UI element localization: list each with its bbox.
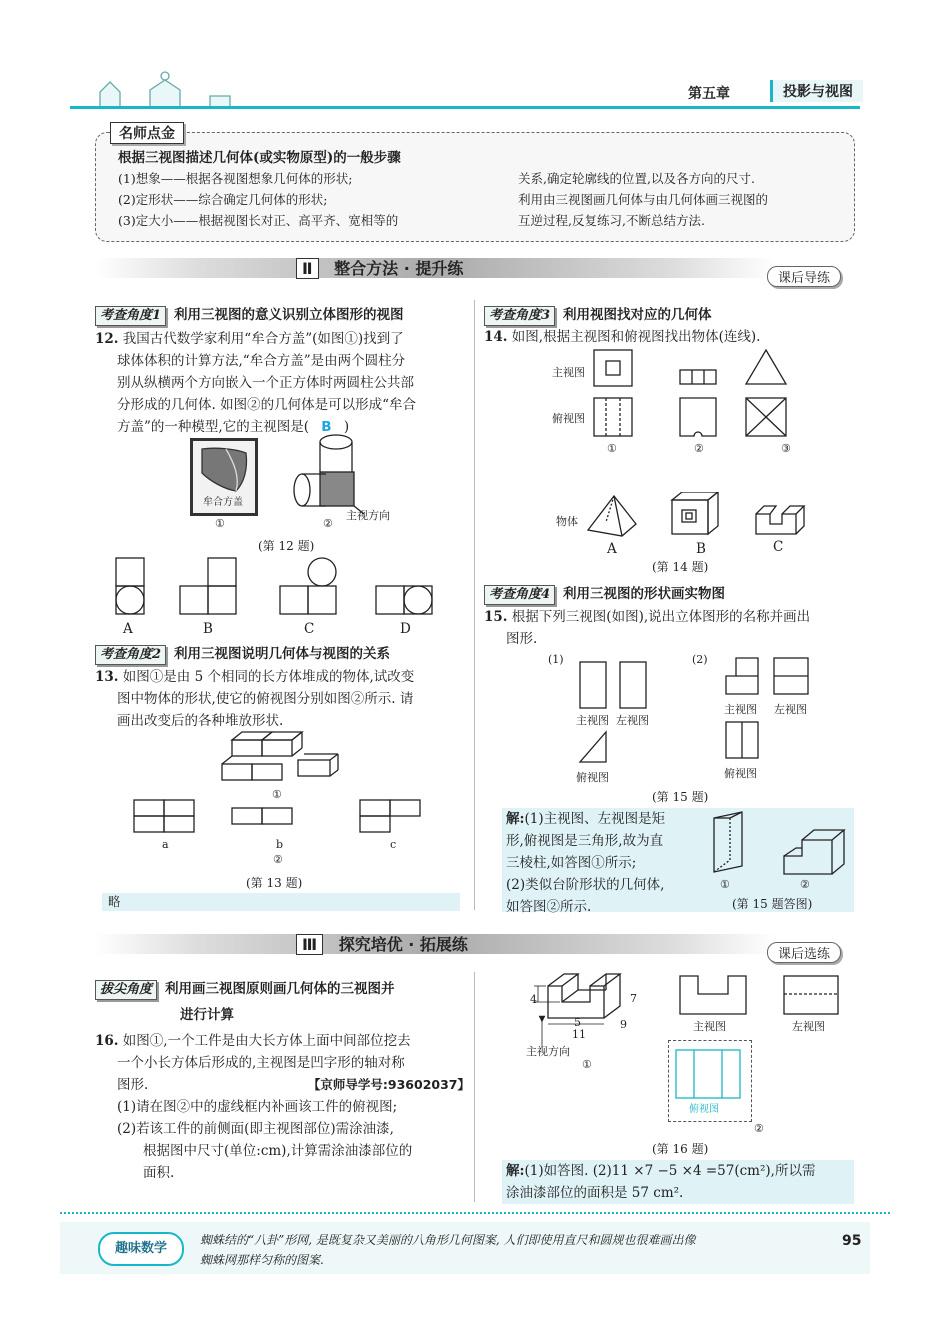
q16-line — [95, 1030, 470, 1052]
footer-badge: 趣味数学 — [98, 1232, 184, 1266]
q13-line-2: 图中物体的形状,使它的俯视图分别如图②所示. 请 — [117, 691, 414, 707]
q16-sol-line-1 — [506, 1160, 815, 1182]
chapter-number: 第五章 — [688, 86, 730, 102]
q14-object-c: C — [773, 539, 784, 555]
q13-label-a: a — [162, 838, 169, 851]
q13-fig2 — [132, 798, 422, 838]
q16-sol-label: 解: — [506, 1163, 525, 1179]
q16-dim-9: 9 — [620, 1018, 627, 1031]
q15-number: 15. — [484, 609, 508, 625]
section3-title: 探究培优 · 拓展练 — [338, 935, 468, 954]
q15-ans-num-1: ① — [720, 878, 730, 891]
angle1-tag: 考查角度1 — [95, 306, 166, 326]
q16-dir: 主视方向 — [526, 1045, 570, 1058]
tip-left-line: (1)想象——根据各视图想象几何体的形状; — [118, 171, 353, 186]
q15-front-2: 主视图 — [724, 703, 757, 716]
q16-sub2-line-1: (2)若该工件的前侧面(即主视图部位)需涂油漆, — [117, 1121, 394, 1137]
q13-answer-box — [102, 893, 460, 911]
q14-number: 14. — [484, 329, 508, 345]
q12-last-suffix: ) — [343, 419, 350, 435]
tip-label — [110, 122, 184, 144]
q13-label-c: c — [390, 838, 397, 851]
header-rule — [70, 106, 860, 109]
q12-text — [95, 328, 470, 438]
q15-ans-caption: (第 15 题答图) — [732, 897, 813, 911]
q14-object-b: B — [696, 541, 706, 557]
q12-fig2-dir: 主视方向 — [346, 509, 390, 522]
q15-ans-num-2: ② — [800, 878, 810, 891]
q13-line — [95, 666, 470, 688]
q16-sub1: (1)请在图②中的虚线框内补画该工件的俯视图; — [117, 1099, 398, 1115]
q12-line-2: 球体体积的计算方法,“牟合方盖”是由两个圆柱分 — [117, 353, 406, 369]
q16-text — [95, 1030, 470, 1184]
angle2-title: 利用三视图说明几何体与视图的关系 — [174, 646, 391, 662]
option-label-d: D — [400, 621, 411, 637]
q12-line-3: 别从纵横两个方向嵌入一个正方体时两圆柱公共部 — [117, 375, 414, 391]
q13-text — [95, 666, 470, 732]
q16-line-3-text: 图形. — [117, 1077, 149, 1093]
q15-solution — [506, 808, 706, 918]
q12-number: 12. — [95, 331, 119, 347]
q15-line — [484, 606, 864, 628]
angle5-title: 利用画三视图原则画几何体的三视图并 — [165, 981, 395, 997]
q15-part1: (1) — [548, 653, 564, 666]
q12-line — [95, 328, 470, 350]
q15-line-1: 根据下列三视图(如图),说出立体图形的名称并画出 — [511, 609, 811, 625]
q15-text — [484, 606, 864, 650]
q16-dim-4: 4 — [530, 993, 537, 1006]
tip-left-line: (3)定大小——根据视图长对正、高平齐、宽相等的 — [118, 213, 399, 228]
q16-line-2: 一个小长方体后形成的,主视图是凹字形的轴对称 — [117, 1055, 405, 1071]
section2-badge: 课后导练 — [767, 266, 841, 287]
q15-answer-figs — [702, 810, 852, 880]
q13-fig1-num: ① — [272, 788, 282, 801]
angle1-heading — [95, 303, 404, 326]
q16-sub2-line-2: 根据图中尺寸(单位:cm),计算需涂油漆部位的 — [143, 1143, 413, 1159]
q16-top-label: 俯视图 — [689, 1104, 719, 1115]
section2-num: Ⅱ — [296, 258, 319, 279]
angle1-title: 利用三视图的意义识别立体图形的视图 — [174, 307, 404, 323]
q15-left-2: 左视图 — [774, 703, 807, 716]
q12-options — [112, 556, 472, 620]
q16-fig2-num: ② — [754, 1122, 764, 1135]
angle5-heading — [95, 977, 395, 1000]
tip-label-text: 名师点金 — [119, 126, 175, 142]
q16-dim-7: 7 — [630, 992, 637, 1005]
q12-fig1 — [190, 438, 258, 516]
q14-row1-label: 主视图 — [552, 366, 585, 379]
q16-front-left-views — [676, 974, 856, 1018]
q16-line-3 — [95, 1074, 470, 1096]
q16-fig1-num: ① — [582, 1058, 592, 1071]
q16-sub2-line-3: 面积. — [143, 1165, 175, 1181]
chapter-label — [688, 83, 730, 103]
angle4-title: 利用三视图的形状画实物图 — [563, 586, 726, 602]
q15-top-2: 俯视图 — [724, 767, 757, 780]
q15-sol-line-3: 三棱柱,如答图①所示; — [506, 855, 637, 871]
angle4-tag: 考查角度4 — [484, 585, 555, 605]
q13-answer: 略 — [108, 894, 121, 909]
chapter-title — [770, 80, 863, 102]
q15-part2: (2) — [692, 653, 708, 666]
section3-heading — [296, 932, 468, 955]
q16-solution — [506, 1160, 815, 1204]
q12-fig2-num: ② — [323, 517, 333, 530]
tip-right-col — [518, 168, 768, 231]
section3-badge: 课后选练 — [767, 942, 841, 963]
q16-guide-number: 【京师导学号:93602037】 — [307, 1077, 470, 1092]
q14-row2-label: 俯视图 — [552, 412, 585, 425]
column-divider-2 — [474, 972, 475, 1202]
q15-sol-line-2: 形,俯视图是三角形,故为直 — [506, 833, 664, 849]
q14-num-1: ① — [607, 442, 617, 455]
q14-views — [590, 348, 830, 440]
column-divider — [474, 300, 475, 910]
angle5-tag: 拔尖角度 — [95, 980, 157, 1000]
angle3-title: 利用视图找对应的几何体 — [563, 307, 712, 323]
tip-right-line: 互逆过程,反复练习,不断总结方法. — [518, 213, 705, 228]
tip-left-line: (2)定形状——综合确定几何体的形状; — [118, 192, 328, 207]
tip-left-col — [118, 168, 398, 231]
q12-caption: (第 12 题) — [258, 539, 315, 553]
q14-caption: (第 14 题) — [652, 560, 709, 574]
q15-sol-label: 解: — [506, 811, 525, 827]
tip-right-line: 关系,确定轮廓线的位置,以及各方向的尺寸. — [518, 171, 755, 186]
q15-caption: (第 15 题) — [652, 790, 709, 804]
angle3-heading — [484, 303, 712, 326]
q13-fig1 — [220, 730, 340, 786]
q12-last-prefix: 方盖”的一种模型,它的主视图是( — [117, 419, 309, 435]
footer-wave — [60, 1212, 890, 1222]
q13-fig2-num: ② — [273, 853, 283, 866]
option-label-c: C — [304, 621, 315, 637]
q12-fig1-num: ① — [215, 517, 225, 530]
q16-top-view-answer — [674, 1048, 744, 1102]
q15-sol-line — [506, 808, 706, 830]
q14-row3-label: 物体 — [556, 515, 578, 528]
q16-front-label: 主视图 — [693, 1020, 726, 1033]
q14-objects — [586, 492, 846, 540]
q13-number: 13. — [95, 669, 119, 685]
q16-dim-11: 11 — [572, 1028, 586, 1041]
castle-illustration — [70, 62, 290, 110]
q14-num-3: ③ — [781, 442, 791, 455]
q15-sol-line-1: (1)主视图、左视图是矩 — [524, 811, 666, 827]
q13-label-b: b — [276, 838, 284, 851]
q14-num-2: ② — [694, 442, 704, 455]
tip-heading: 根据三视图描述几何体(或实物原型)的一般步骤 — [118, 150, 401, 166]
q12-answer: B — [321, 419, 332, 435]
q16-sol-line-2: 涂油漆部位的面积是 57 cm². — [506, 1185, 684, 1201]
angle2-tag: 考查角度2 — [95, 645, 166, 665]
footer-line-2: 蜘蛛网那样匀称的图案. — [200, 1253, 324, 1267]
q12-line-4: 分形成的几何体. 如图②的几何体是可以形成“牟合 — [117, 397, 416, 413]
footer-line-1: 蜘蛛结的“八卦”形网, 是既复杂又美丽的八角形几何图案, 人们即使用直尺和圆规也很难画出像 — [200, 1233, 696, 1247]
section2-heading — [296, 256, 463, 279]
q12-line-1: 我国古代数学家利用“牟合方盖”(如图①)找到了 — [122, 331, 404, 347]
header-art — [70, 62, 290, 110]
q16-line-1: 如图①,一个工件是由大长方体上面中间部位挖去 — [122, 1033, 411, 1049]
q15-line-2: 图形. — [506, 631, 538, 647]
q16-sol-text-1: (1)如答图. (2)11 ×7 −5 ×4 =57(cm²),所以需 — [524, 1163, 816, 1179]
q16-dim-5: 5 — [574, 1016, 581, 1029]
angle5-title-2: 进行计算 — [180, 1007, 234, 1023]
angle2-heading — [95, 642, 390, 665]
q15-top-1: 俯视图 — [576, 771, 609, 784]
q15-left-1: 左视图 — [616, 714, 649, 727]
option-label-b: B — [203, 621, 213, 637]
tip-right-line: 利用由三视图画几何体与由几何体画三视图的 — [518, 192, 769, 207]
q12-fig1-label: 牟合方盖 — [203, 497, 243, 508]
mouhe-shape — [196, 445, 252, 493]
chapter-title-text: 投影与视图 — [783, 84, 853, 100]
section3-num: Ⅲ — [296, 934, 323, 955]
angle4-heading — [484, 582, 725, 605]
footer-text — [200, 1230, 820, 1270]
q16-left-label: 左视图 — [792, 1020, 825, 1033]
q15-sol-line-5: 如答图②所示. — [506, 899, 592, 915]
q15-front-1: 主视图 — [576, 714, 609, 727]
option-label-a: A — [123, 621, 133, 637]
q13-line-1: 如图①是由 5 个相同的长方体堆成的物体,试改变 — [122, 669, 415, 685]
q13-caption: (第 13 题) — [246, 876, 303, 890]
q15-sol-line-4: (2)类似台阶形状的几何体, — [506, 877, 665, 893]
q14-object-a: A — [607, 541, 617, 557]
q16-number: 16. — [95, 1033, 119, 1049]
q14-text — [484, 326, 760, 348]
q14-question: 如图,根据主视图和俯视图找出物体(连线). — [511, 329, 761, 345]
page-number: 95 — [842, 1233, 862, 1249]
q16-caption: (第 16 题) — [652, 1142, 709, 1156]
q13-line-3: 画出改变后的各种堆放形状. — [117, 713, 284, 729]
angle3-tag: 考查角度3 — [484, 306, 555, 326]
section2-title: 整合方法 · 提升练 — [334, 259, 464, 278]
